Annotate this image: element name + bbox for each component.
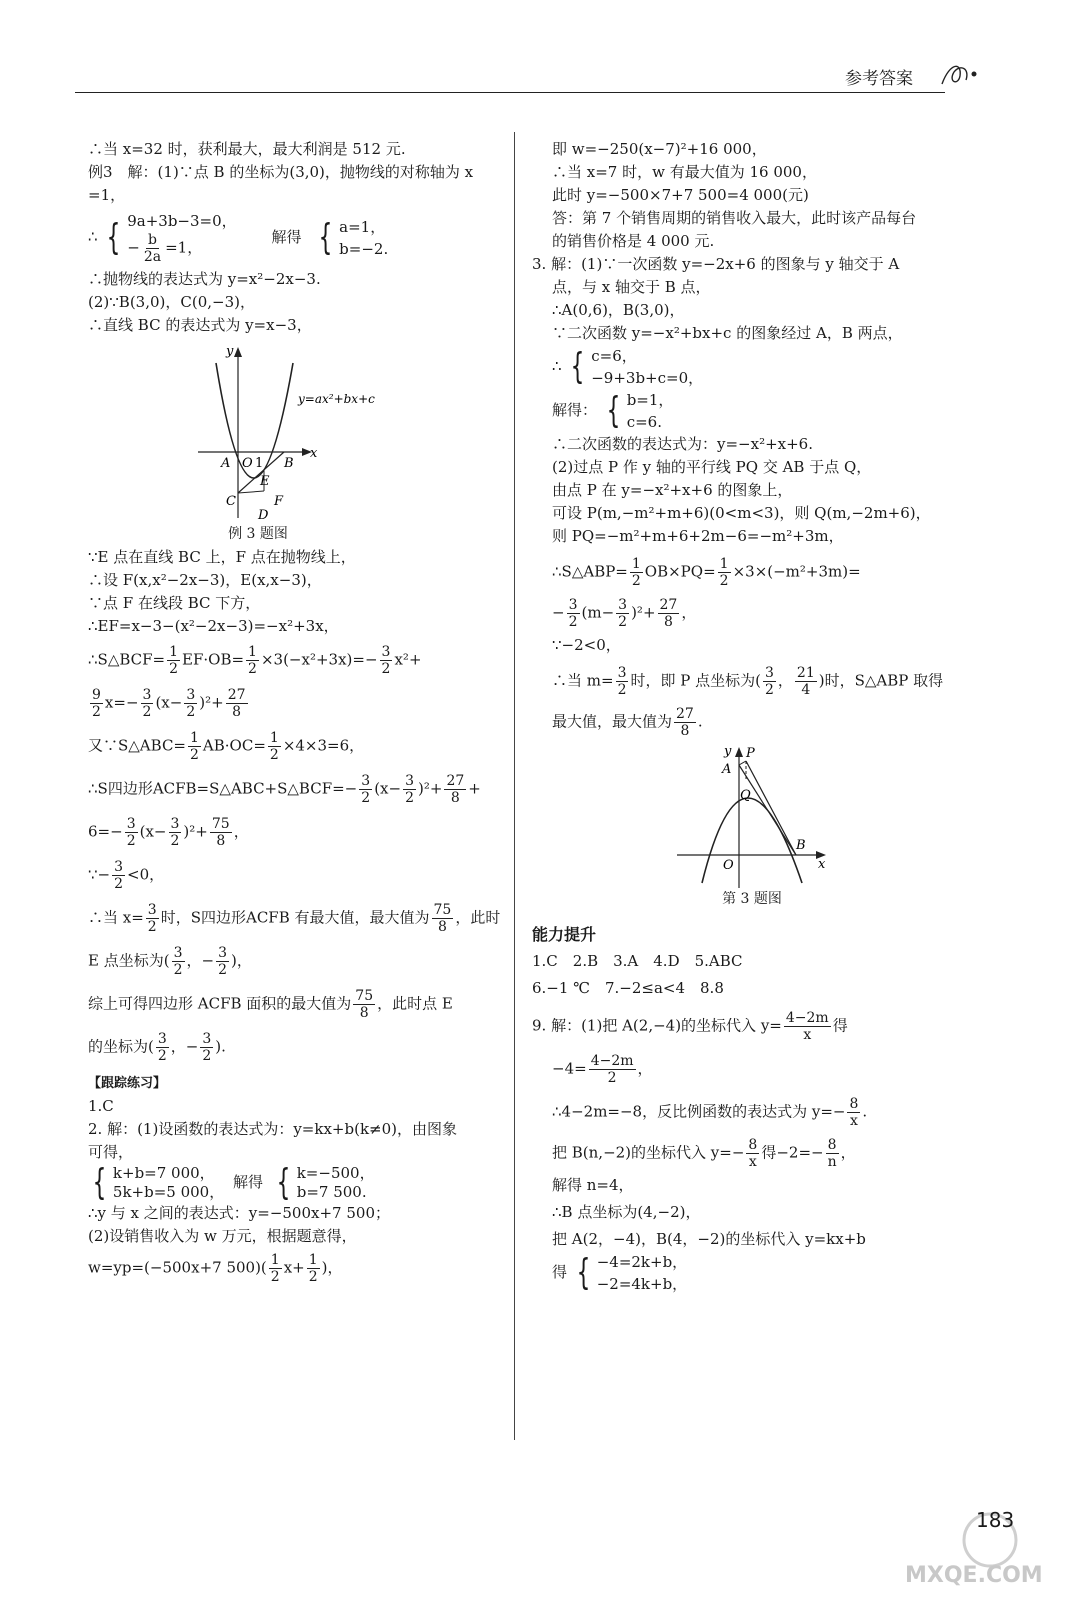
text-line: ∵二次函数 y=−x²+bx+c 的图象经过 A，B 两点， <box>552 324 903 342</box>
figure-label: P <box>746 746 755 761</box>
formula-line: 6=− $\frac{3}{2}$ (x− $\frac{3}{2}$ )²+ $\frac{75}{8}$ ， <box>88 816 249 849</box>
page-header-title: 参考答案 <box>845 69 913 89</box>
formula-line: 的坐标为( $\frac{3}{2}$ ，− $\frac{3}{2}$ ). <box>88 1031 226 1064</box>
text-line: (2)过点 P 作 y 轴的平行线 PQ 交 AB 于点 Q， <box>552 458 872 476</box>
text-line: ∴设 F(x,x²−2x−3)，E(x,x−3)， <box>88 571 322 589</box>
text-line: ∴直线 BC 的表达式为 y=x−3， <box>88 316 312 334</box>
figure-label: x <box>818 857 826 872</box>
formula-line: ∴S四边形ACFB=S△ABC+S△BCF=− $\frac{3}{2}$ (x− $\frac{3}{2}$ )²+ $\frac{27}{8}$ + <box>88 773 481 806</box>
text-line: ∴B 点坐标为(4,−2)， <box>552 1203 701 1221</box>
text-line: 可设 P(m,−m²+m+6)(0<m<3)，则 Q(m,−2m+6)， <box>552 504 931 522</box>
question-3-figure <box>532 743 972 888</box>
figure-label: A <box>722 762 732 777</box>
left-column <box>88 138 503 1285</box>
text-line: 把 A(2，−4)，B(4，−2)的坐标代入 y=kx+b <box>552 1230 866 1248</box>
formula-line: w=yp=(−500x+7 500)( $\frac{1}{2}$ x+ $\frac{1}{2}$ )， <box>88 1252 343 1285</box>
text-line: 可得， <box>88 1143 134 1161</box>
text-line: ∴EF=x−3−(x²−2x−3)=−x²+3x， <box>88 617 339 635</box>
example-3-figure <box>88 343 503 523</box>
text-line: ∵E 点在直线 BC 上，F 点在抛物线上， <box>88 548 356 566</box>
watermark-text: MXQE.COM <box>905 1563 1043 1588</box>
text-line: ∴A(0,6)，B(3,0)， <box>552 301 685 319</box>
formula-line: ∴4−2m=−8，反比例函数的表达式为 y=− $\frac{8}{x}$ . <box>552 1096 868 1129</box>
equation-system-5: 得 { −4=2k+b， −2=4k+b， <box>552 1252 688 1293</box>
figure-label: A <box>221 456 231 471</box>
question-3-heading: 3. 解：(1)∵一次函数 y=−2x+6 的图象与 y 轴交于 A <box>532 255 900 273</box>
formula-line: − $\frac{3}{2}$ (m− $\frac{3}{2}$ )²+ $\frac{27}{8}$ ， <box>552 597 697 630</box>
formula-line: 又∵S△ABC= $\frac{1}{2}$ AB·OC= $\frac{1}{2}$ ×4×3=6， <box>88 730 365 763</box>
text-line: ∴二次函数的表达式为：y=−x²+x+6. <box>552 435 813 453</box>
ability-section-heading: 能力提升 <box>532 925 597 944</box>
formula-line: ∴当 x= $\frac{3}{2}$ 时，S四边形ACFB 有最大值，最大值为 $\frac{75}{8}$ ，此时 <box>88 902 501 935</box>
answer-line: 1.C 2.B 3.A 4.D 5.ABC <box>532 952 743 970</box>
text-line: (2)设销售收入为 w 万元，根据题意得， <box>88 1227 357 1245</box>
figure-label: E <box>260 474 270 489</box>
figure-label: F <box>274 494 284 509</box>
figure-caption: 第 3 题图 <box>722 891 782 907</box>
equation-system-4: 解得： { b=1， c=6. <box>552 390 674 431</box>
tracking-practice-heading: 【跟踪练习】 <box>88 1076 167 1091</box>
text-line: ∴当 x=7 时，w 有最大值为 16 000， <box>552 163 817 181</box>
example-3-heading: 例3 解：(1)∵点 B 的坐标为(3,0)，抛物线的对称轴为 x <box>88 163 474 181</box>
text-line: ∴抛物线的表达式为 y=x²−2x−3. <box>88 270 321 288</box>
formula-line: E 点坐标为( $\frac{3}{2}$ ，− $\frac{3}{2}$ )， <box>88 945 252 978</box>
figure-label: O <box>723 858 734 873</box>
text-line: 即 w=−250(x−7)²+16 000， <box>552 140 767 158</box>
figure-label: y <box>226 344 234 359</box>
answer-line: 6.−1 ℃ 7.−2≤a<4 8.8 <box>532 979 724 997</box>
figure-label: C <box>226 494 236 509</box>
text-line: 解得 n=4， <box>552 1176 634 1194</box>
text-line: ∴当 x=32 时，获利最大，最大利润是 512 元. <box>88 140 406 158</box>
text-line: (2)∵B(3,0)，C(0,−3)， <box>88 293 255 311</box>
text-line: 点，与 x 轴交于 B 点， <box>552 278 711 296</box>
figure-label: Q <box>740 788 751 803</box>
formula-line: −4= $\frac{4-2m}{2}$ ， <box>552 1053 653 1086</box>
equation-system-1: ∴ { 9a+3b−3=0， − $\frac{b}{2a}$ =1， 解得 { a=1， b=−2. <box>88 212 389 265</box>
text-line: =1， <box>88 186 126 204</box>
figure-label: O <box>242 456 253 471</box>
column-divider <box>514 132 515 1440</box>
curve-label: y=ax²+bx+c <box>298 392 375 406</box>
figure-label: B <box>796 838 806 853</box>
formula-line: ∵− $\frac{3}{2}$ <0， <box>88 859 165 892</box>
text-line: 则 PQ=−m²+m+6+2m−6=−m²+3m， <box>552 527 844 545</box>
figure-label: D <box>258 508 269 523</box>
text-line: 由点 P 在 y=−x²+x+6 的图象上， <box>552 481 793 499</box>
equation-system-3: ∴ { c=6， −9+3b+c=0， <box>552 346 704 387</box>
formula-line: 综上可得四边形 ACFB 面积的最大值为 $\frac{75}{8}$ ，此时点 E <box>88 988 453 1021</box>
formula-line: ∴S△BCF= $\frac{1}{2}$ EF·OB= $\frac{1}{2}$ ×3(−x²+3x)=− $\frac{3}{2}$ x²+ <box>88 644 422 677</box>
formula-line: ∴当 m= $\frac{3}{2}$ 时，即 P 点坐标为( $\frac{3}{2}$ ， $\frac{21}{4}$ )时，S△ABP 取得 <box>552 665 944 698</box>
figure-label: B <box>284 456 294 471</box>
figure-label: 1 <box>255 456 264 471</box>
figure-label: x <box>310 446 318 461</box>
equation-system-2: { k+b=7 000， 5k+b=5 000， 解得 { k=−500， b=7 500. <box>92 1162 375 1203</box>
formula-line: ∴S△ABP= $\frac{1}{2}$ OB×PQ= $\frac{1}{2}$ ×3×(−m²+3m)= <box>552 556 861 589</box>
figure-label: y <box>724 744 732 759</box>
text-line: ∴y 与 x 之间的表达式：y=−500x+7 500； <box>88 1204 390 1222</box>
formula-line: 最大值，最大值为 $\frac{27}{8}$ . <box>552 706 703 739</box>
figure-caption: 例 3 题图 <box>228 526 288 542</box>
text-line: 答：第 7 个销售周期的销售收入最大，此时该产品每台 <box>552 209 917 227</box>
text-line: 此时 y=−500×7+7 500=4 000(元) <box>552 186 809 204</box>
formula-line: $\frac{9}{2}$ x=− $\frac{3}{2}$ (x− $\frac{3}{2}$ )²+ $\frac{27}{8}$ <box>92 687 246 720</box>
formula-line: 把 B(n,−2)的坐标代入 y=− $\frac{8}{x}$ 得−2=− $\frac{8}{n}$ ， <box>552 1137 856 1170</box>
formula-line: 9. 解：(1)把 A(2,−4)的坐标代入 y= $\frac{4-2m}{x}$ 得 <box>532 1010 848 1043</box>
right-column <box>532 138 972 1295</box>
text-line: 2. 解：(1)设函数的表达式为：y=kx+b(k≠0)，由图象 <box>88 1120 457 1138</box>
text-line: ∵−2<0， <box>552 636 621 654</box>
text-line: 1.C <box>88 1097 114 1115</box>
page-number: 183 <box>976 1508 1015 1532</box>
text-line: 的销售价格是 4 000 元. <box>552 232 715 250</box>
header-swirl-icon <box>940 58 980 90</box>
text-line: ∵点 F 在线段 BC 下方， <box>88 594 261 612</box>
header-rule <box>75 92 945 93</box>
